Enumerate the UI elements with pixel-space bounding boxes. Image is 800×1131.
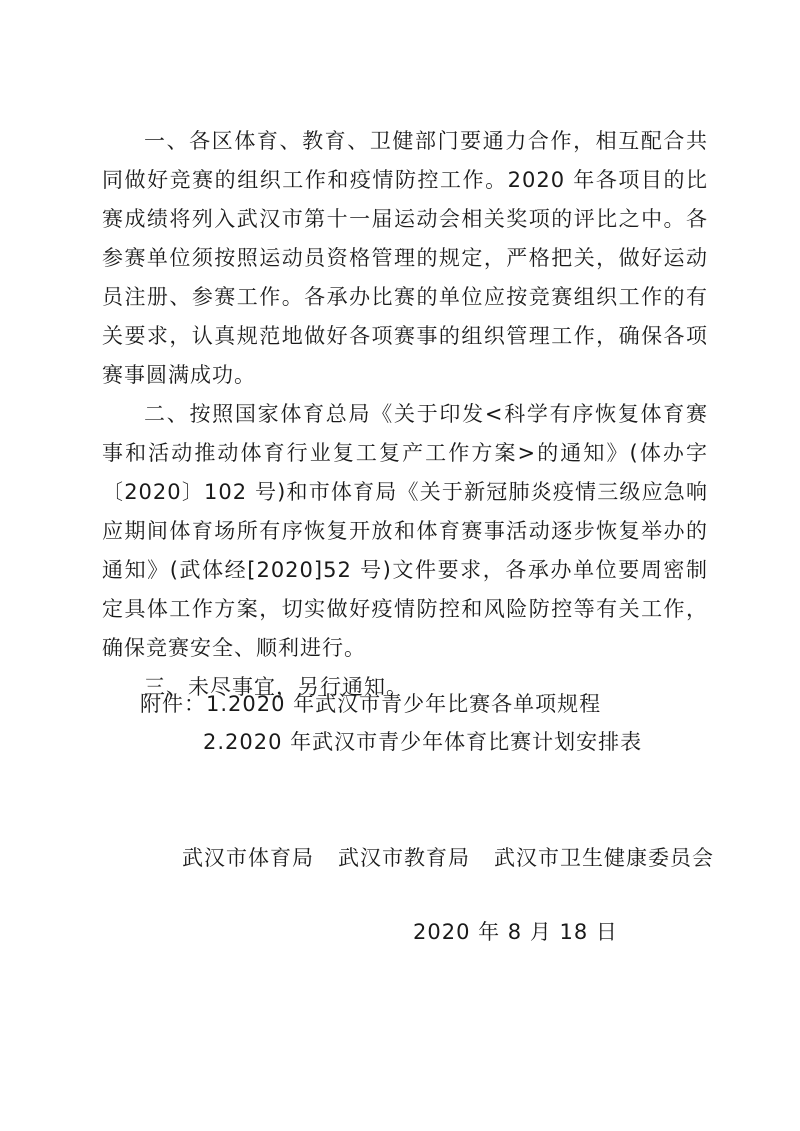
attachments-label: 附件： [140,692,206,716]
attachments-block [140,685,642,761]
issuing-authorities [182,843,714,873]
paragraph-item-1: 一、各区体育、教育、卫健部门要通力合作，相互配合共同做好竞赛的组织工作和疫情防控工作。2020 年各项目的比赛成绩将列入武汉市第十一届运动会相关奖项的评比之中。各参赛单位须按照运动员资格管理的规定，严格把关，做好运动员注册、参赛工作。各承办比赛的单位应按竞赛组织工作的有关要求，认真规范地做好各项赛事的组织管理工作，确保各项赛事圆满成功。 [102,129,708,387]
issuer-sports-bureau: 武汉市体育局 [182,846,314,870]
document-body [102,122,708,707]
attachment-item-2: 2.2020 年武汉市青少年体育比赛计划安排表 [203,730,643,754]
issuer-education-bureau: 武汉市教育局 [338,846,470,870]
paragraph-item-2: 二、按照国家体育总局《关于印发<科学有序恢复体育赛事和活动推动体育行业复工复产工作方案>的通知》(体办字〔2020〕102 号)和市体育局《关于新冠肺炎疫情三级应急响应期间体育场所有序恢复开放和体育赛事活动逐步恢复举办的通知》(武体经[2020]52 号)文件要求，各承办单位要周密制定具体工作方案，切实做好疫情防控和风险防控等有关工作，确保竞赛安全、顺利进行。 [102,402,708,660]
issuer-health-commission: 武汉市卫生健康委员会 [494,846,714,870]
attachment-item-1: 1.2020 年武汉市青少年比赛各单项规程 [206,692,602,716]
attachment-line-1 [140,685,642,723]
paragraph-item-3: 三、未尽事宜，另行通知。 [144,675,408,699]
issue-date: 2020 年 8 月 18 日 [413,920,618,944]
